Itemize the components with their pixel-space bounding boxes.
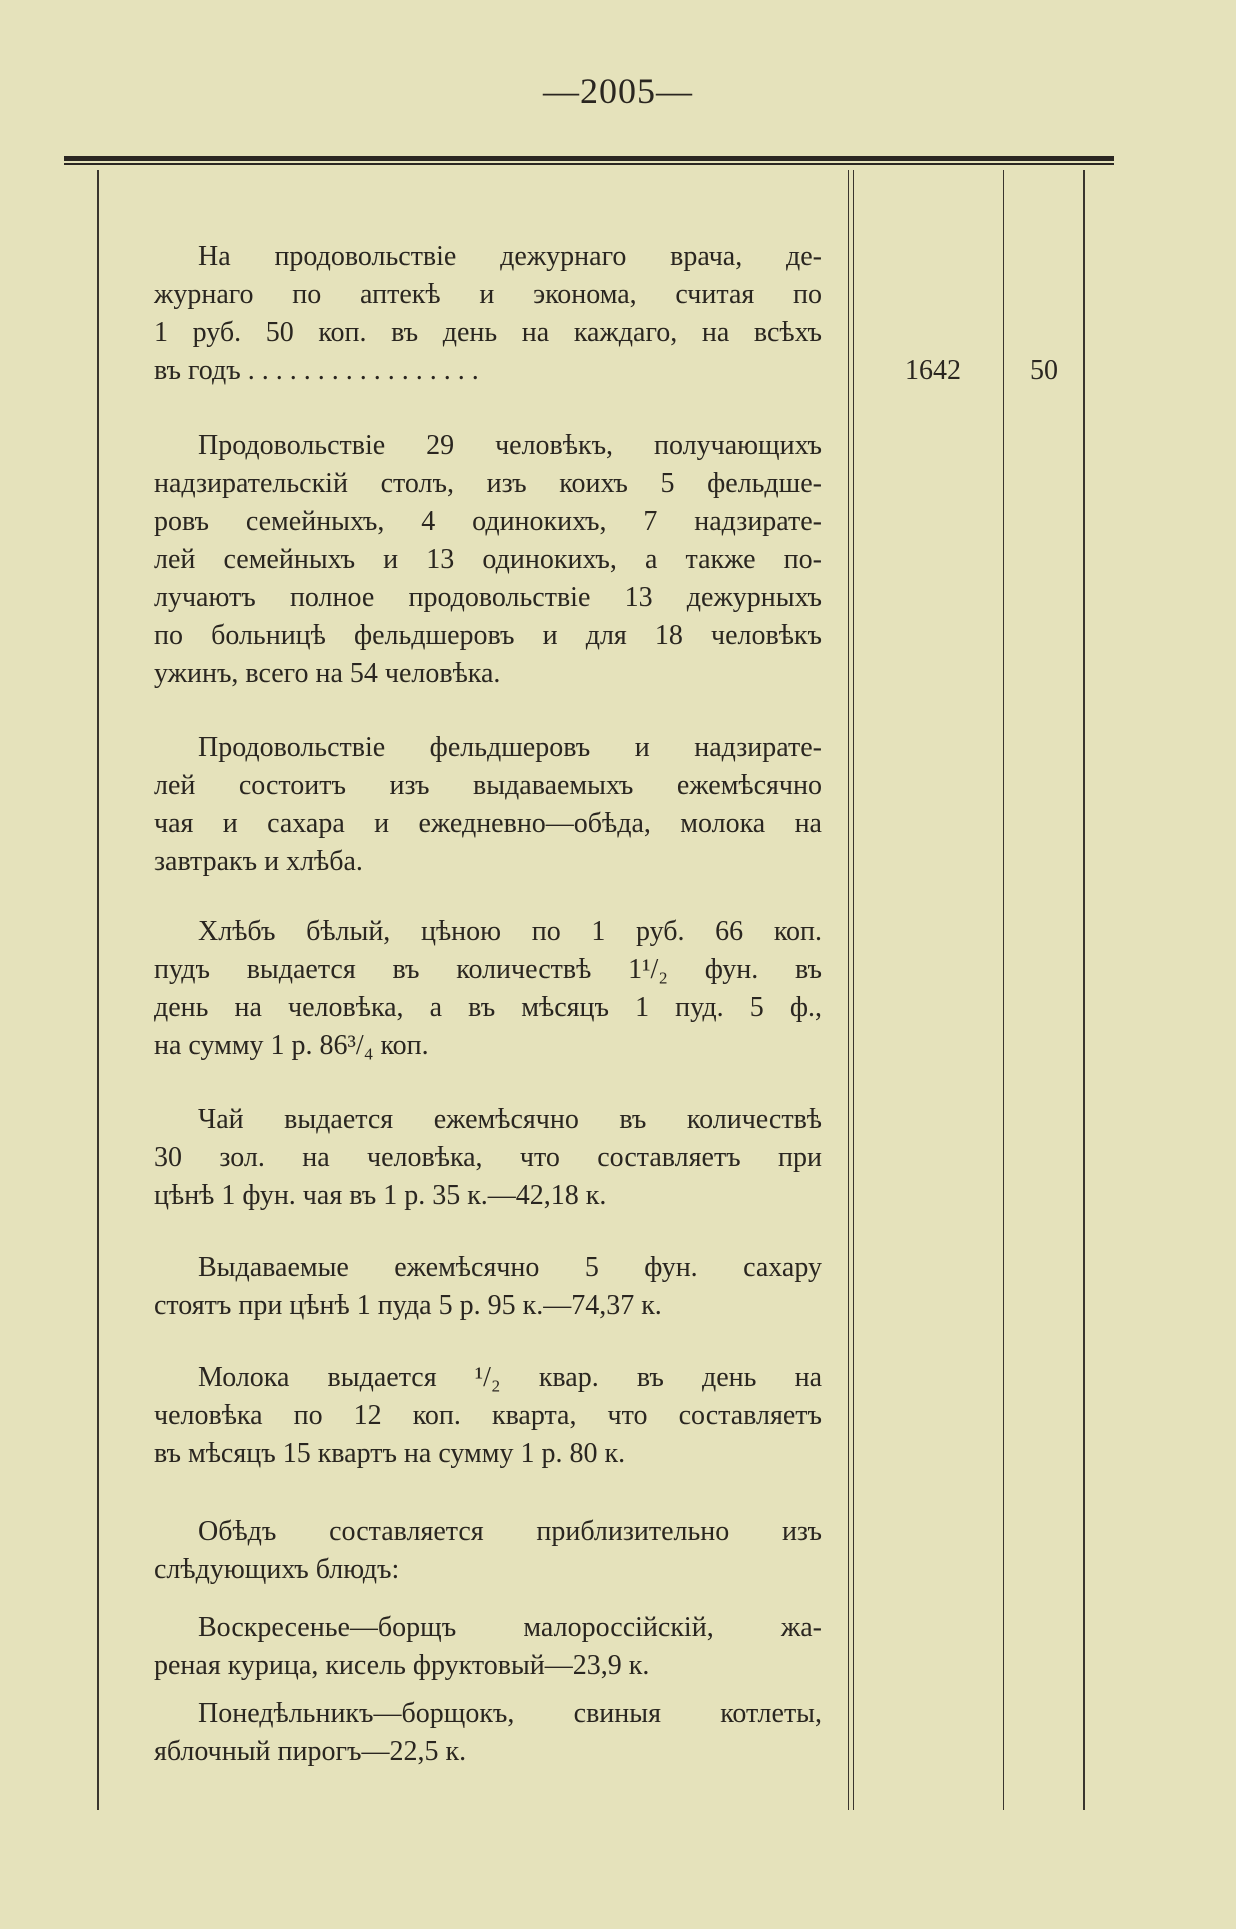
text-line: Продовольствіе фельдшеровъ и надзирате- xyxy=(198,732,822,763)
text-line: по больницѣ фельдшеровъ и для 18 человѣкъ xyxy=(154,620,822,651)
text-line: лей семейныхъ и 13 одинокихъ, а также по- xyxy=(154,544,822,575)
text-line: въ годъ . . . . . . . . . . . . . . . . . xyxy=(154,355,479,386)
text-line: журнаго по аптекѣ и эконома, считая по xyxy=(154,279,822,310)
text-line: Молока выдается ¹/₂ квар. въ день на xyxy=(198,1362,822,1393)
text-line: яблочный пирогъ—22,5 к. xyxy=(154,1736,467,1767)
column-divider-text xyxy=(848,170,849,1810)
text-line: день на человѣка, а въ мѣсяцъ 1 пуд. 5 ф., xyxy=(154,992,822,1023)
page-number: —2005— xyxy=(543,71,693,111)
header-rule xyxy=(64,156,1114,161)
amount-rubles: 1642 xyxy=(905,355,961,386)
text-line: стоятъ при цѣнѣ 1 пуда 5 р. 95 к.—74,37 к. xyxy=(154,1290,662,1321)
text-line: Продовольствіе 29 человѣкъ, получающихъ xyxy=(198,430,822,461)
text-line: На продовольствіе дежурнаго врача, де- xyxy=(198,241,822,272)
text-line: въ мѣсяцъ 15 квартъ на сумму 1 р. 80 к. xyxy=(154,1438,626,1469)
text-line: Выдаваемые ежемѣсячно 5 фун. сахару xyxy=(198,1252,822,1283)
paragraph xyxy=(154,729,822,881)
text-line: надзирательскій столъ, изъ коихъ 5 фельдше- xyxy=(154,468,822,499)
paragraph xyxy=(154,1609,822,1685)
text-line: завтракъ и хлѣба. xyxy=(154,846,363,877)
text-line: Понедѣльникъ—борщокъ, свиныя котлеты, xyxy=(198,1698,822,1729)
text-line: на сумму 1 р. 86³/₄ коп. xyxy=(154,1030,429,1061)
paragraph xyxy=(154,238,822,390)
text-line: чая и сахара и ежедневно—обѣда, молока на xyxy=(154,808,822,839)
left-border-line xyxy=(97,170,99,1810)
text-line: Обѣдъ составляется приблизительно изъ xyxy=(198,1516,822,1547)
paragraph xyxy=(154,1249,822,1325)
paragraph xyxy=(154,913,822,1065)
paragraph xyxy=(154,1101,822,1215)
paragraph xyxy=(154,1695,822,1771)
column-divider-rubles xyxy=(1003,170,1004,1810)
text-line: лей состоитъ изъ выдаваемыхъ ежемѣсячно xyxy=(154,770,822,801)
text-line: Хлѣбъ бѣлый, цѣною по 1 руб. 66 коп. xyxy=(198,916,822,947)
text-line: ужинъ, всего на 54 человѣка. xyxy=(154,658,501,689)
paragraph xyxy=(154,1359,822,1473)
amount-kopecks: 50 xyxy=(1030,355,1058,386)
text-line: 1 руб. 50 коп. въ день на каждаго, на всѣхъ xyxy=(154,317,822,348)
right-border-line xyxy=(1083,170,1085,1810)
text-line: 30 зол. на человѣка, что составляетъ при xyxy=(154,1142,822,1173)
text-line: лучаютъ полное продовольствіе 13 дежурныхъ xyxy=(154,582,822,613)
header-rule-thin xyxy=(64,163,1114,165)
text-line: пудъ выдается въ количествѣ 1¹/₂ фун. въ xyxy=(154,954,822,985)
text-line: слѣдующихъ блюдъ: xyxy=(154,1554,400,1585)
text-line: Чай выдается ежемѣсячно въ количествѣ xyxy=(198,1104,822,1135)
paragraph xyxy=(154,427,822,693)
text-line: цѣнѣ 1 фун. чая въ 1 р. 35 к.—42,18 к. xyxy=(154,1180,607,1211)
column-divider-text-double xyxy=(853,170,854,1810)
paragraph xyxy=(154,1513,822,1589)
text-line: Воскресенье—борщъ малороссійскій, жа- xyxy=(198,1612,822,1643)
text-line: ровъ семейныхъ, 4 одинокихъ, 7 надзирате- xyxy=(154,506,822,537)
text-line: реная курица, кисель фруктовый—23,9 к. xyxy=(154,1650,650,1681)
text-line: человѣка по 12 коп. кварта, что составляетъ xyxy=(154,1400,822,1431)
